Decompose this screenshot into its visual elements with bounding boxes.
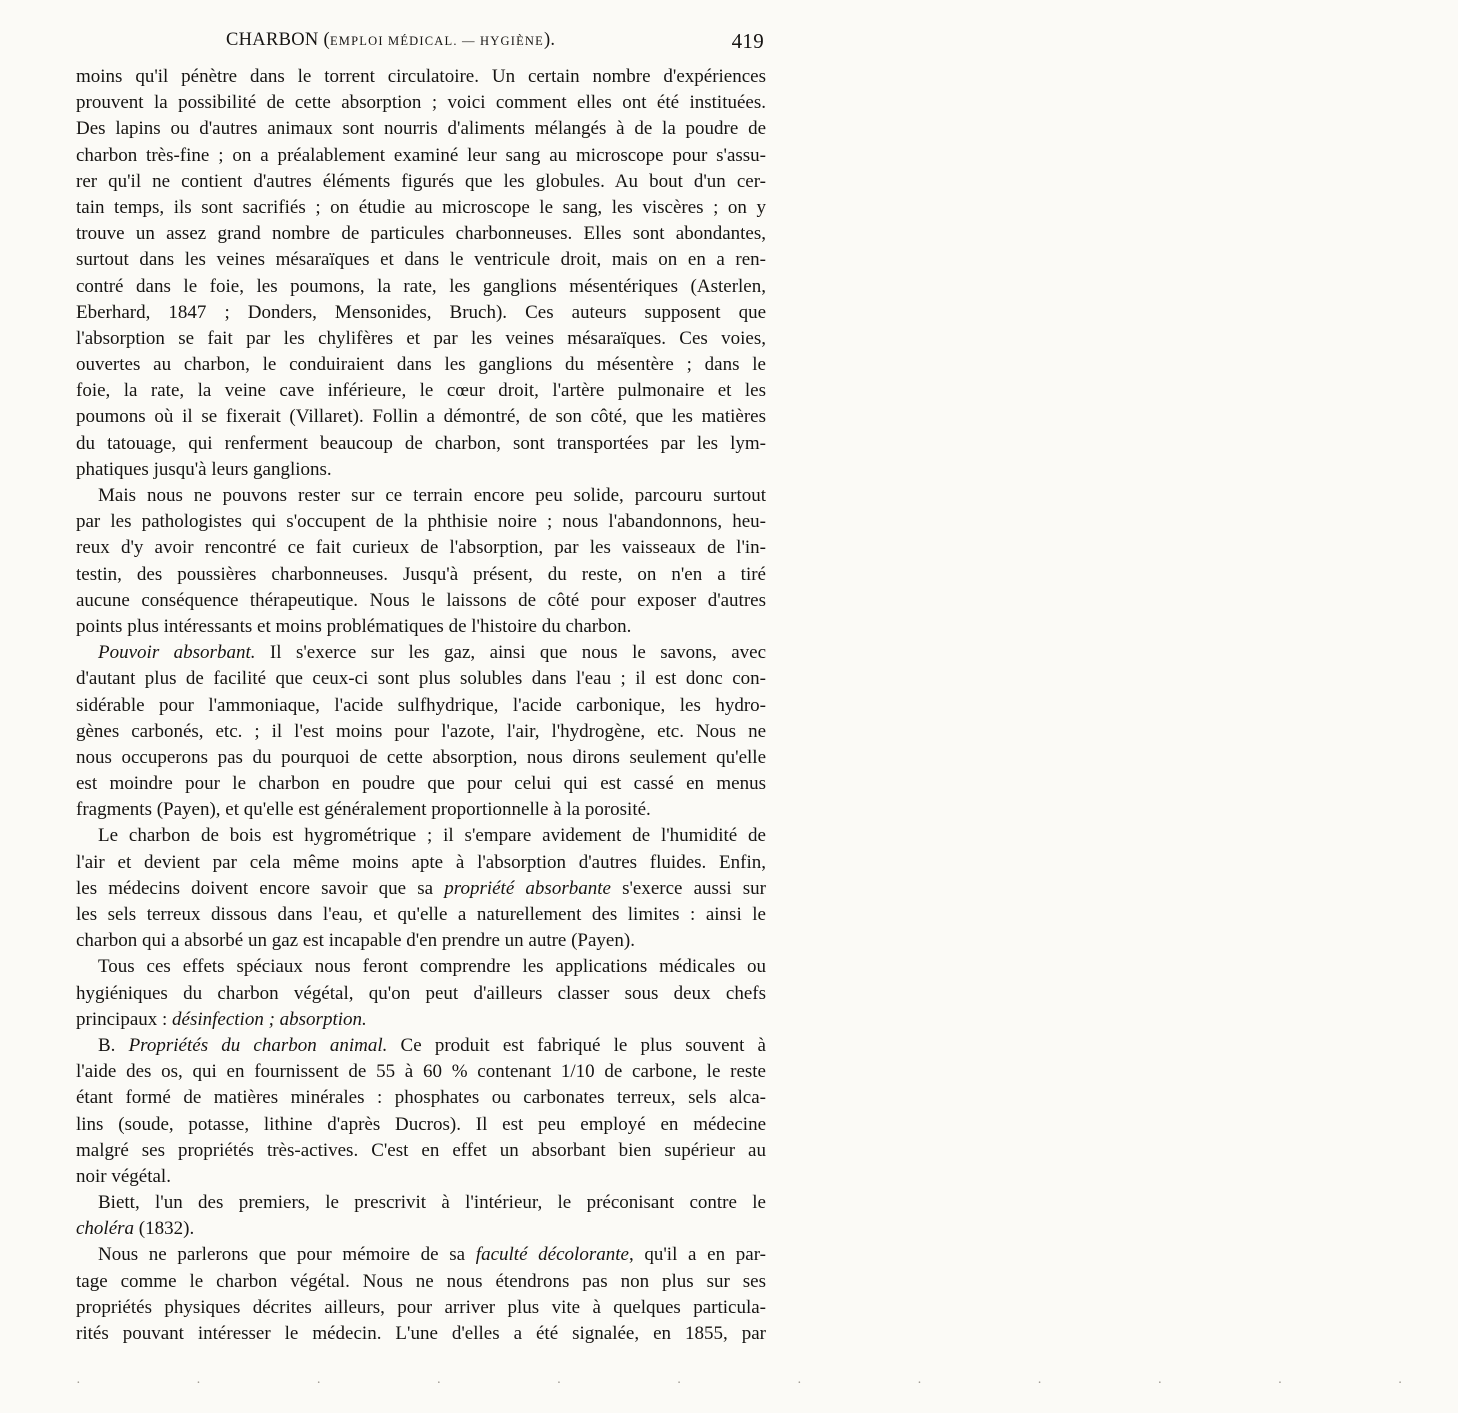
text-run: moins qu'il pénètre dans le torrent circulatoire. Un certain nombre d'expériences bbox=[76, 66, 766, 87]
text-line bbox=[76, 1321, 766, 1347]
text-run: fragments (Payen), et qu'elle est généralement proportionnelle à la porosité. bbox=[76, 799, 651, 821]
text-run: B. bbox=[98, 1034, 129, 1056]
text-run: Tous ces effets spéciaux nous feront comprendre les applications médicales ou bbox=[98, 956, 766, 978]
text-line bbox=[76, 954, 766, 980]
italic-run: choléra bbox=[76, 1218, 135, 1240]
text-run: gènes carbonés, etc. ; il l'est moins pour l'azote, l'air, l'hydrogène, etc. Nous ne bbox=[76, 720, 766, 742]
text-line bbox=[76, 771, 766, 797]
text-run: Des lapins ou d'autres animaux sont nourris d'aliments mélangés à de la poudre de bbox=[76, 118, 766, 140]
text-run: Mais nous ne pouvons rester sur ce terrain encore peu solide, parcouru surtout bbox=[98, 485, 766, 506]
text-line bbox=[76, 614, 766, 640]
text-run: du tatouage, qui renferment beaucoup de charbon, sont transportées par les lym- bbox=[76, 432, 766, 454]
text-line bbox=[76, 143, 766, 169]
running-header bbox=[76, 28, 766, 60]
text-run: prouvent la possibilité de cette absorption ; voici comment elles ont été instituées. bbox=[76, 92, 766, 114]
text-line bbox=[76, 247, 766, 273]
text-run: tage comme le charbon végétal. Nous ne nous étendrons pas non plus sur ses bbox=[76, 1270, 766, 1292]
text-line bbox=[76, 274, 766, 300]
text-run: tain temps, ils sont sacrifiés ; on étudie au microscope le sang, les viscères ; on y bbox=[76, 196, 766, 218]
text-line bbox=[76, 116, 766, 142]
text-line bbox=[76, 666, 766, 692]
text-run: l'aide des os, qui en fournissent de 55 à 60 % contenant 1/10 de carbone, le reste bbox=[76, 1061, 766, 1083]
text-line bbox=[76, 902, 766, 928]
text-run: principaux : bbox=[76, 1008, 173, 1030]
text-run: trouve un assez grand nombre de particules charbonneuses. Elles sont abondantes, bbox=[76, 223, 766, 245]
text-line bbox=[76, 509, 766, 535]
text-run: Il s'exerce sur les gaz, ainsi que nous le savons, avec bbox=[255, 642, 767, 664]
text-run: Nous ne parlerons que pour mémoire de sa bbox=[98, 1244, 476, 1266]
text-run: reux d'y avoir rencontré ce fait curieux de l'absorption, par les vaisseaux de l'in- bbox=[76, 537, 766, 559]
text-run: les sels terreux dissous dans l'eau, et qu'elle a naturellement des limites : ainsi le bbox=[76, 904, 766, 925]
text-line bbox=[76, 588, 766, 614]
text-line bbox=[76, 431, 766, 457]
text-line bbox=[76, 1059, 766, 1085]
text-line bbox=[76, 797, 766, 823]
text-run: charbon très-fine ; on a préalablement examiné leur sang au microscope pour s'assu- bbox=[76, 144, 766, 166]
italic-run: Propriétés du charbon animal. bbox=[128, 1034, 388, 1056]
text-line bbox=[76, 562, 766, 588]
text-line bbox=[76, 1295, 766, 1321]
text-run: contré dans le foie, les poumons, la rate, les ganglions mésentériques (Asterlen, bbox=[76, 275, 766, 297]
text-line bbox=[76, 1007, 766, 1033]
text-run: hygiéniques du charbon végétal, qu'on peut d'ailleurs classer sous deux chefs bbox=[76, 982, 766, 1004]
text-run: est moindre pour le charbon en poudre que pour celui qui est cassé en menus bbox=[76, 773, 766, 795]
text-line bbox=[76, 1216, 766, 1242]
text-run: rer qu'il ne contient d'autres éléments figurés que les globules. Au bout d'un cer- bbox=[76, 170, 766, 192]
text-line bbox=[76, 981, 766, 1007]
text-line bbox=[76, 640, 766, 666]
text-run: l'air et devient par cela même moins apte à l'absorption d'autres fluides. Enfin, bbox=[76, 851, 766, 873]
text-line bbox=[76, 221, 766, 247]
text-run: aucune conséquence thérapeutique. Nous le laissons de côté pour exposer d'autres bbox=[76, 589, 766, 611]
text-run: Le charbon de bois est hygrométrique ; il s'empare avidement de l'humidité de bbox=[98, 825, 766, 847]
italic-run: Pouvoir absorbant. bbox=[98, 642, 256, 664]
text-run: sidérable pour l'ammoniaque, l'acide sulfhydrique, l'acide carbonique, les hydro- bbox=[76, 694, 766, 716]
text-line bbox=[76, 1190, 766, 1216]
text-run: les médecins doivent encore savoir que sa bbox=[76, 877, 445, 899]
text-run: nous occuperons pas du pourquoi de cette absorption, nous dirons seulement qu'elle bbox=[76, 746, 766, 768]
text-run: phatiques jusqu'à leurs ganglions. bbox=[76, 458, 332, 480]
text-line bbox=[76, 457, 766, 483]
page-number: 419 bbox=[731, 29, 764, 53]
text-run: surtout dans les veines mésaraïques et dans le ventricule droit, mais on en a ren- bbox=[76, 249, 766, 271]
text-run: propriétés physiques décrites ailleurs, pour arriver plus vite à quelques particula- bbox=[76, 1296, 766, 1318]
text-line bbox=[76, 352, 766, 378]
text-run: s'exerce aussi sur bbox=[610, 877, 767, 899]
body-text bbox=[76, 64, 766, 1347]
text-line bbox=[76, 1033, 766, 1059]
text-run: ouvertes au charbon, le conduiraient dans les ganglions du mésentère ; dans le bbox=[76, 354, 766, 376]
text-line bbox=[76, 300, 766, 326]
text-line bbox=[76, 1269, 766, 1295]
text-run: testin, des poussières charbonneuses. Jusqu'à présent, du reste, on n'en a tiré bbox=[76, 563, 766, 585]
text-run: d'autant plus de facilité que ceux-ci sont plus solubles dans l'eau ; il est donc con- bbox=[76, 668, 766, 690]
text-run: Ce produit est fabriqué le plus souvent à bbox=[387, 1034, 766, 1056]
text-line bbox=[76, 535, 766, 561]
text-line bbox=[76, 1242, 766, 1268]
text-line bbox=[76, 1164, 766, 1190]
text-line bbox=[76, 404, 766, 430]
text-run: (1832). bbox=[134, 1218, 195, 1240]
text-line bbox=[76, 745, 766, 771]
text-line bbox=[76, 876, 766, 902]
text-run: noir végétal. bbox=[76, 1165, 171, 1187]
header-title: CHARBON (EMPLOI MÉDICAL. — HYGIÈNE). bbox=[226, 30, 556, 50]
text-line bbox=[76, 483, 766, 509]
text-line bbox=[76, 326, 766, 352]
text-line bbox=[76, 693, 766, 719]
text-run: rités pouvant intéresser le médecin. L'une d'elles a été signalée, en 1855, par bbox=[76, 1323, 766, 1344]
text-run: malgré ses propriétés très-actives. C'est en effet un absorbant bien supérieur au bbox=[76, 1139, 766, 1161]
text-line bbox=[76, 1085, 766, 1111]
text-run: Eberhard, 1847 ; Donders, Mensonides, Bruch). Ces auteurs supposent que bbox=[76, 301, 766, 323]
italic-run: faculté décolorante bbox=[475, 1244, 629, 1266]
italic-run: propriété absorbante bbox=[444, 877, 611, 899]
text-line bbox=[76, 378, 766, 404]
text-line bbox=[76, 1138, 766, 1164]
text-line bbox=[76, 719, 766, 745]
text-run: points plus intéressants et moins problématiques de l'histoire du charbon. bbox=[76, 615, 632, 637]
text-line bbox=[76, 195, 766, 221]
text-run: poumons où il se fixerait (Villaret). Follin a démontré, de son côté, que les matières bbox=[76, 406, 766, 428]
text-line bbox=[76, 928, 766, 954]
text-run: l'absorption se fait par les chylifères et par les veines mésaraïques. Ces voies, bbox=[76, 327, 766, 349]
page-edge-specks: · · · · · · · · · · · · bbox=[76, 1376, 1458, 1391]
text-run: Biett, l'un des premiers, le prescrivit à l'intérieur, le préconisant contre le bbox=[98, 1192, 766, 1214]
text-line bbox=[76, 850, 766, 876]
text-run: étant formé de matières minérales : phosphates ou carbonates terreux, sels alca- bbox=[76, 1087, 766, 1109]
text-line bbox=[76, 1112, 766, 1138]
text-line bbox=[76, 823, 766, 849]
text-run: charbon qui a absorbé un gaz est incapable d'en prendre un autre (Payen). bbox=[76, 930, 635, 952]
text-line bbox=[76, 90, 766, 116]
text-run: , qu'il a en par- bbox=[628, 1244, 766, 1266]
text-line bbox=[76, 169, 766, 195]
italic-run: désinfection ; absorption. bbox=[172, 1008, 367, 1030]
text-run: par les pathologistes qui s'occupent de la phthisie noire ; nous l'abandonnons, heu- bbox=[76, 511, 766, 533]
text-run: lins (soude, potasse, lithine d'après Ducros). Il est peu employé en médecine bbox=[76, 1113, 766, 1135]
text-run: foie, la rate, la veine cave inférieure, le cœur droit, l'artère pulmonaire et les bbox=[76, 380, 766, 402]
text-line bbox=[76, 64, 766, 90]
